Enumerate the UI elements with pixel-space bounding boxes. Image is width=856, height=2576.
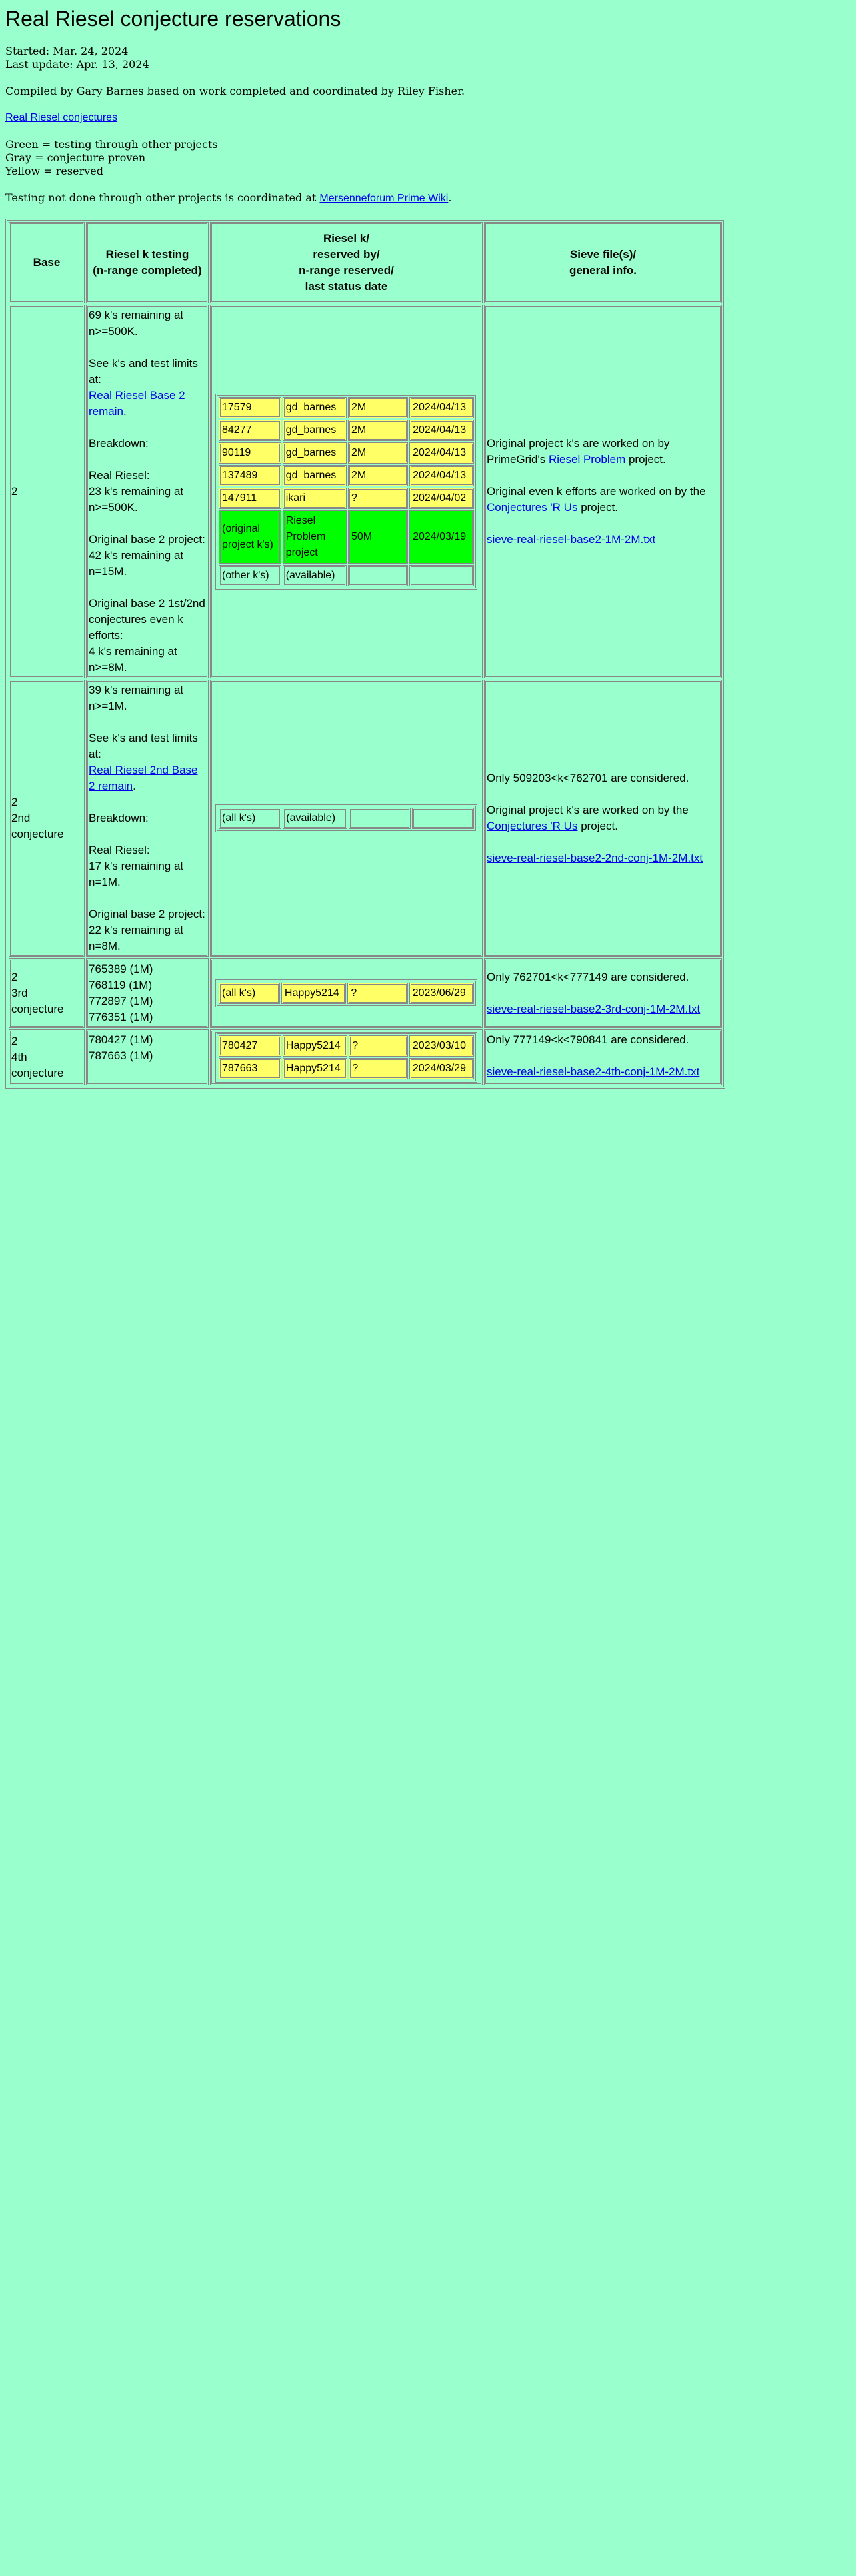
sieve-info-cell: Only 509203<k<762701 are considered. Original project k's are worked on by the Conjectures 'R Us project. sieve-real-riesel-base2-2nd-conj-1M-2M.txt (484, 680, 722, 957)
sieve-info-cell: Only 777149<k<790841 are considered. sieve-real-riesel-base2-4th-conj-1M-2M.txt (484, 1029, 722, 1085)
reservation-row-available: (all k's) (available) (219, 808, 474, 829)
reservation-row: (all k's) Happy5214 ? 2023/06/29 (219, 983, 474, 1004)
reservation-cell (210, 1029, 483, 1085)
header-k-testing: Riesel k testing (n-range completed) (86, 222, 209, 303)
header-base: Base (9, 222, 85, 303)
reservation-row: 90119 gd_barnes 2M 2024/04/13 (219, 442, 474, 464)
color-legend (5, 138, 851, 178)
sieve-file-link[interactable]: sieve-real-riesel-base2-1M-2M.txt (487, 533, 656, 546)
real-riesel-2nd-base2-remain-link[interactable]: Real Riesel 2nd Base 2 remain (89, 764, 198, 792)
table-row (9, 680, 722, 957)
reservation-subtable (215, 394, 477, 590)
k-testing-cell: 765389 (1M) 768119 (1M) 772897 (1M) 776351 (1M) (86, 958, 209, 1028)
reservation-row: 787663 Happy5214 ? 2024/03/29 (219, 1058, 474, 1079)
reservations-table (5, 219, 725, 1089)
started-date: Started: Mar. 24, 2024 (5, 45, 129, 57)
header-sieve: Sieve file(s)/ general info. (484, 222, 722, 303)
reservation-row-available: (other k's) (available) (219, 565, 474, 586)
base-cell: 2 4th conjecture (9, 1029, 85, 1085)
legend-green: Green = testing through other projects (5, 138, 218, 151)
sieve-info-cell: Original project k's are worked on by PrimeGrid's Riesel Problem project. Original even k efforts are worked on by the Conjectures 'R Us project. sieve-real-riesel-base2-1M-2M.txt (484, 305, 722, 678)
reservation-row: 780427 Happy5214 ? 2023/03/10 (219, 1035, 474, 1057)
table-row (9, 305, 722, 678)
table-row (9, 958, 722, 1028)
reservation-subtable (215, 979, 477, 1007)
reservation-row: 84277 gd_barnes 2M 2024/04/13 (219, 420, 474, 441)
table-row (9, 1029, 722, 1085)
legend-gray: Gray = conjecture proven (5, 151, 146, 164)
table-header-row (9, 222, 722, 303)
k-testing-cell: 780427 (1M) 787663 (1M) (86, 1029, 209, 1085)
reservation-subtable (215, 1032, 477, 1083)
sieve-file-link[interactable]: sieve-real-riesel-base2-3rd-conj-1M-2M.txt (487, 1003, 701, 1015)
k-testing-cell: 39 k's remaining at n>=1M. See k's and test limits at: Real Riesel 2nd Base 2 remain. Breakdown: Real Riesel: 17 k's remaining at n=1M. Original base 2 project: 22 k's remaining at n=8M. (86, 680, 209, 957)
reservation-cell (210, 305, 483, 678)
k-testing-cell: 69 k's remaining at n>=500K. See k's and test limits at: Real Riesel Base 2 remain. Breakdown: Real Riesel: 23 k's remaining at n>=500K. Original base 2 project: 42 k's remaining at n=15M. Original base 2 1st/2nd conjectures even k efforts: 4 k's remaining at n>=8M. (86, 305, 209, 678)
reservation-row: 17579 gd_barnes 2M 2024/04/13 (219, 397, 474, 418)
reservation-row: 147911 ikari ? 2024/04/02 (219, 488, 474, 509)
compiled-note: Compiled by Gary Barnes based on work completed and coordinated by Riley Fisher. (5, 85, 465, 97)
header-reserved: Riesel k/ reserved by/ n-range reserved/ last status date (210, 222, 483, 303)
reservation-cell (210, 680, 483, 957)
real-riesel-conjectures-link[interactable]: Real Riesel conjectures (5, 112, 118, 123)
reservation-cell (210, 958, 483, 1028)
sieve-info-cell: Only 762701<k<777149 are considered. sieve-real-riesel-base2-3rd-conj-1M-2M.txt (484, 958, 722, 1028)
conjectures-r-us-link[interactable]: Conjectures 'R Us (487, 820, 578, 832)
sieve-file-link[interactable]: sieve-real-riesel-base2-2nd-conj-1M-2M.txt (487, 852, 703, 864)
reservation-subtable (215, 804, 477, 832)
real-riesel-base2-remain-link[interactable]: Real Riesel Base 2 remain (89, 389, 185, 418)
legend-yellow: Yellow = reserved (5, 165, 103, 177)
riesel-problem-link[interactable]: Riesel Problem (548, 453, 626, 466)
testing-note: Testing not done through other projects is coordinated at Mersenneforum Prime Wiki. (5, 191, 452, 204)
sieve-file-link[interactable]: sieve-real-riesel-base2-4th-conj-1M-2M.txt (487, 1065, 700, 1078)
base-cell: 2 3rd conjecture (9, 958, 85, 1028)
mersenneforum-wiki-link[interactable]: Mersenneforum Prime Wiki (319, 193, 449, 204)
reservation-row: 137489 gd_barnes 2M 2024/04/13 (219, 465, 474, 486)
dates (5, 45, 851, 71)
page-title: Real Riesel conjecture reservations (5, 7, 341, 31)
base-cell: 2 2nd conjecture (9, 680, 85, 957)
reservation-row-other-project: (original project k's) Riesel Problem project 50M 2024/03/19 (219, 510, 474, 564)
conjectures-r-us-link[interactable]: Conjectures 'R Us (487, 501, 578, 514)
last-update-date: Last update: Apr. 13, 2024 (5, 58, 149, 71)
base-cell: 2 (9, 305, 85, 678)
